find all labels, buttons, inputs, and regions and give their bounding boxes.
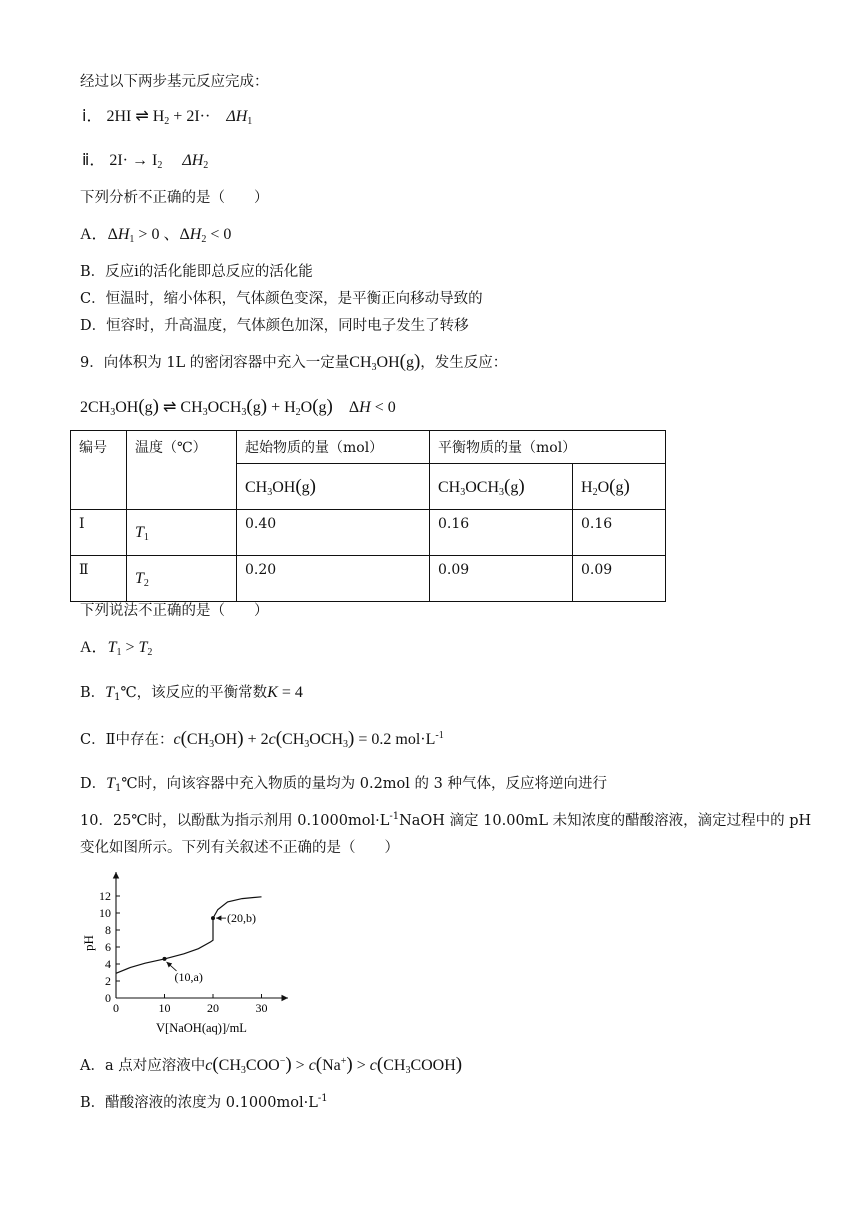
q9-sub-stem: 下列说法不正确的是（ ） xyxy=(80,603,269,619)
q9-equation: $2CH_3OH(g)$ ⇌ $CH_3OCH_3(g) + H_2O(g)$ ΔH < 0 xyxy=(80,396,396,418)
x-axis-label: V[NaOH(aq)]/mL xyxy=(156,1021,247,1035)
data-point xyxy=(211,916,215,920)
q10-option-b xyxy=(80,1093,328,1113)
row-ch3oh-initial: 0.20 xyxy=(237,556,430,602)
step-ii-dh: ΔH xyxy=(182,152,204,169)
temp-symbol: T xyxy=(135,524,144,541)
q8-option-d: D．恒容时，升高温度，气体颜色加深，同时电子发生了转移 xyxy=(80,318,469,334)
q10-line1-b: NaOH 滴定 10.00mL 未知浓度的醋酸溶液，滴定过程中的 pH xyxy=(399,813,812,829)
option-b-text: B．醋酸溶液的浓度为 0.1000mol·L xyxy=(80,1095,318,1111)
y-tick-label: 0 xyxy=(105,991,111,1005)
row-temperature xyxy=(127,556,237,602)
ph-curve xyxy=(116,897,262,974)
q8-stem: 下列分析不正确的是（ ） xyxy=(80,190,269,206)
step-i-dh: ΔH xyxy=(226,108,248,125)
point-label: (20,b) xyxy=(227,911,256,926)
header-ch3oh: $CH_3OH(g)$ xyxy=(237,464,430,510)
option-c-prefix: C．Ⅱ中存在： xyxy=(80,732,174,748)
point-label: (10,a) xyxy=(174,969,203,984)
option-b-sup: -1 xyxy=(317,1093,328,1104)
header-ch3och3: $CH_3OCH_3(g)$ xyxy=(430,464,573,510)
y-tick-label: 4 xyxy=(105,957,111,971)
x-tick-label: 10 xyxy=(158,1001,171,1015)
table-row xyxy=(71,556,666,602)
y-tick-label: 10 xyxy=(99,906,111,920)
x-tick-label: 30 xyxy=(255,1001,268,1015)
temp-sub: 1 xyxy=(143,532,149,543)
header-equilibrium-amount: 平衡物质的量（mol） xyxy=(430,431,666,464)
q9-stem-suffix: ，发生反应： xyxy=(420,355,508,371)
q9-option-b: B．$T_1℃$，该反应的平衡常数K = 4 xyxy=(80,684,303,703)
table-row xyxy=(71,510,666,556)
header-h2o: $H_2O(g)$ xyxy=(573,464,666,510)
y-tick-label: 2 xyxy=(105,974,111,988)
q9-data-table xyxy=(70,430,666,602)
step-i-label: ⅰ． xyxy=(82,108,103,125)
row-ch3och3-eq: 0.09 xyxy=(430,556,573,602)
q8-option-b: B．反应ⅰ的活化能即总反应的活化能 xyxy=(80,264,313,280)
x-tick-label: 0 xyxy=(113,1001,119,1015)
header-number: 编号 xyxy=(71,431,127,510)
y-tick-label: 12 xyxy=(99,889,111,903)
q9-stem-prefix: 9．向体积为 1L 的密闭容器中充入一定量 xyxy=(80,355,350,371)
q10-option-a: A．a 点对应溶液中$c(CH_3COO^-) > c(Na^+)$ > $c(CH_3COOH)$ xyxy=(80,1054,463,1076)
row-number: Ⅰ xyxy=(71,510,127,556)
row-h2o-eq: 0.09 xyxy=(573,556,666,602)
option-d-text: ℃时，向该容器中充入物质的量均为 0.2mol 的 3 种气体，反应将逆向进行 xyxy=(121,776,607,792)
row-temperature xyxy=(127,510,237,556)
q10-stem-line2: 变化如图所示。下列有关叙述不正确的是（ ） xyxy=(80,840,399,856)
step-i-equation: ⅰ． 2HI ⇌ $H_2 + 2I\cdot\cdot$ $\Delta H_1$ xyxy=(82,108,253,127)
temp-sub: 2 xyxy=(143,578,149,589)
row-ch3oh-initial: 0.40 xyxy=(237,510,430,556)
y-tick-label: 8 xyxy=(105,923,111,937)
step-ii-label: ⅱ． xyxy=(82,152,106,169)
y-tick-label: 6 xyxy=(105,940,111,954)
q9-option-a: A．$T_1 > T_2$ xyxy=(80,639,153,658)
option-prefix: A． xyxy=(80,226,108,243)
row-number: Ⅱ xyxy=(71,556,127,602)
option-prefix: A． xyxy=(80,639,108,656)
step-ii-equation: ⅱ． $2I\cdot \to I_2$ $\Delta H_2$ xyxy=(82,152,209,171)
q10-stem-line1 xyxy=(80,811,811,831)
x-tick-label: 20 xyxy=(207,1001,219,1015)
q9-option-d: D．$T_1℃$时，向该容器中充入物质的量均为 0.2mol 的 3 种气体，反应将逆向进行 xyxy=(80,775,607,794)
row-h2o-eq: 0.16 xyxy=(573,510,666,556)
q9-stem: 9．向体积为 1L 的密闭容器中充入一定量$CH_3OH(g)$，发生反应： xyxy=(80,351,508,373)
option-a-prefix: A．a 点对应溶液中 xyxy=(80,1058,206,1074)
q10-line1-a: 10．25℃时，以酚酞为指示剂用 0.1000mol·L xyxy=(80,813,390,829)
q8-option-c: C．恒温时，缩小体积，气体颜色变深，是平衡正向移动导致的 xyxy=(80,291,483,307)
data-point xyxy=(163,957,167,961)
ph-titration-chart xyxy=(78,868,293,1038)
y-axis-label: pH xyxy=(81,935,96,951)
option-b-text: ℃，该反应的平衡常数 xyxy=(120,685,268,701)
header-initial-amount: 起始物质的量（mol） xyxy=(237,431,430,464)
row-ch3och3-eq: 0.16 xyxy=(430,510,573,556)
intro-text: 经过以下两步基元反应完成： xyxy=(80,74,269,90)
q9-option-c: C．Ⅱ中存在：$c(CH_3OH) + 2c(CH_3OCH_3) = 0.2$ $mol\cdot L^{-1}$ xyxy=(80,728,444,750)
q8-option-a: A．$\Delta H_1 > 0$ 、$\Delta H_2 < 0$ xyxy=(80,226,232,245)
q10-line1-sup: -1 xyxy=(389,811,400,822)
header-temperature: 温度（℃） xyxy=(127,431,237,510)
temp-symbol: T xyxy=(135,570,144,587)
